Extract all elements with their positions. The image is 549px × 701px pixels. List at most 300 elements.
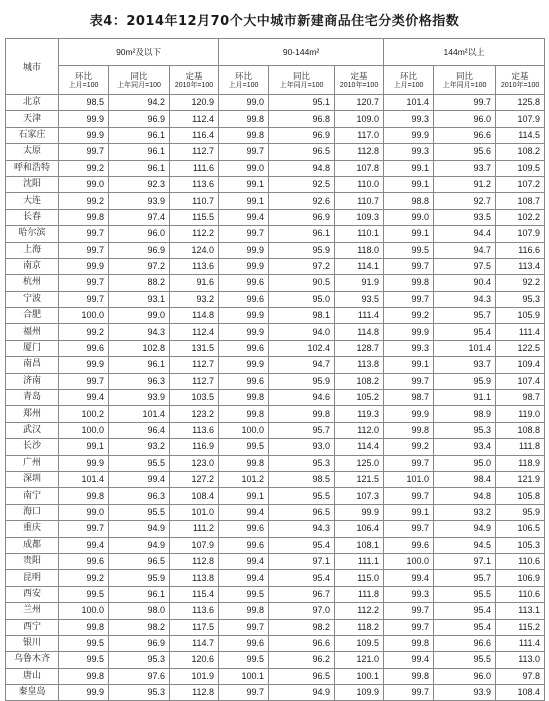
- value-cell: 99.9: [219, 242, 269, 258]
- value-cell: 111.1: [335, 553, 384, 569]
- value-cell: 107.8: [335, 160, 384, 176]
- value-cell: 95.9: [496, 504, 545, 520]
- value-cell: 108.1: [335, 537, 384, 553]
- value-cell: 110.7: [335, 193, 384, 209]
- value-cell: 108.8: [496, 422, 545, 438]
- value-cell: 95.3: [434, 422, 496, 438]
- value-cell: 92.3: [109, 176, 170, 192]
- value-cell: 99.8: [59, 668, 109, 684]
- table-row: [6, 471, 545, 487]
- value-cell: 114.8: [335, 324, 384, 340]
- value-cell: 101.9: [170, 668, 219, 684]
- city-cell: 乌鲁木齐: [6, 652, 59, 668]
- city-cell: 广州: [6, 455, 59, 471]
- city-cell: 厦门: [6, 340, 59, 356]
- value-cell: 113.6: [170, 176, 219, 192]
- value-cell: 119.0: [496, 406, 545, 422]
- value-cell: 90.4: [434, 275, 496, 291]
- value-cell: 101.0: [170, 504, 219, 520]
- value-cell: 99.9: [59, 127, 109, 143]
- city-cell: 深圳: [6, 471, 59, 487]
- value-cell: 121.9: [496, 471, 545, 487]
- value-cell: 113.8: [335, 357, 384, 373]
- value-cell: 99.7: [384, 373, 434, 389]
- value-cell: 93.2: [109, 439, 170, 455]
- city-cell: 西安: [6, 586, 59, 602]
- value-cell: 99.9: [219, 258, 269, 274]
- value-cell: 96.9: [269, 209, 335, 225]
- table-row: [6, 111, 545, 127]
- value-cell: 92.7: [434, 193, 496, 209]
- value-cell: 99.8: [59, 619, 109, 635]
- value-cell: 91.6: [170, 275, 219, 291]
- value-cell: 102.8: [109, 340, 170, 356]
- value-cell: 109.9: [335, 685, 384, 701]
- value-cell: 99.4: [59, 390, 109, 406]
- value-cell: 116.4: [170, 127, 219, 143]
- value-cell: 99.9: [59, 357, 109, 373]
- city-cell: 大连: [6, 193, 59, 209]
- value-cell: 99.2: [59, 570, 109, 586]
- city-cell: 秦皇岛: [6, 685, 59, 701]
- value-cell: 96.1: [109, 127, 170, 143]
- value-cell: 112.0: [335, 422, 384, 438]
- value-cell: 105.2: [335, 390, 384, 406]
- value-cell: 112.7: [170, 373, 219, 389]
- value-cell: 114.7: [170, 635, 219, 651]
- value-cell: 99.6: [59, 340, 109, 356]
- value-cell: 101.4: [434, 340, 496, 356]
- value-cell: 99.0: [384, 209, 434, 225]
- value-cell: 99.3: [384, 111, 434, 127]
- value-cell: 99.7: [384, 455, 434, 471]
- value-cell: 99.4: [219, 504, 269, 520]
- value-cell: 99.3: [384, 144, 434, 160]
- table-row: [6, 504, 545, 520]
- value-cell: 94.0: [269, 324, 335, 340]
- value-cell: 123.0: [170, 455, 219, 471]
- value-cell: 99.2: [59, 160, 109, 176]
- value-cell: 96.5: [269, 668, 335, 684]
- value-cell: 93.2: [434, 504, 496, 520]
- value-cell: 99.8: [384, 422, 434, 438]
- value-cell: 90.5: [269, 275, 335, 291]
- value-cell: 105.3: [496, 537, 545, 553]
- value-cell: 101.4: [384, 95, 434, 111]
- table-row: [6, 373, 545, 389]
- value-cell: 93.5: [434, 209, 496, 225]
- value-cell: 99.7: [384, 258, 434, 274]
- value-cell: 95.7: [269, 422, 335, 438]
- value-cell: 97.2: [269, 258, 335, 274]
- table-row: [6, 488, 545, 504]
- column-header: 同比 上年同月=100: [434, 66, 496, 95]
- value-cell: 120.7: [335, 95, 384, 111]
- value-cell: 99.9: [219, 357, 269, 373]
- column-header: 定基 2010年=100: [496, 66, 545, 95]
- value-cell: 99.1: [384, 226, 434, 242]
- value-cell: 94.4: [434, 226, 496, 242]
- value-cell: 99.1: [384, 160, 434, 176]
- value-cell: 95.7: [434, 308, 496, 324]
- value-cell: 98.2: [109, 619, 170, 635]
- value-cell: 99.3: [384, 340, 434, 356]
- table-row: [6, 652, 545, 668]
- value-cell: 115.5: [170, 209, 219, 225]
- value-cell: 96.2: [269, 652, 335, 668]
- table-row: [6, 586, 545, 602]
- value-cell: 97.5: [434, 258, 496, 274]
- value-cell: 110.0: [335, 176, 384, 192]
- value-cell: 111.8: [496, 439, 545, 455]
- value-cell: 114.5: [496, 127, 545, 143]
- value-cell: 117.5: [170, 619, 219, 635]
- value-cell: 108.2: [335, 373, 384, 389]
- value-cell: 100.0: [384, 553, 434, 569]
- table-row: [6, 570, 545, 586]
- subheader-row: [6, 66, 545, 95]
- value-cell: 113.6: [170, 422, 219, 438]
- value-cell: 99.5: [219, 586, 269, 602]
- value-cell: 95.0: [269, 291, 335, 307]
- value-cell: 93.7: [434, 357, 496, 373]
- value-cell: 99.4: [219, 570, 269, 586]
- value-cell: 93.9: [109, 390, 170, 406]
- value-cell: 99.8: [219, 111, 269, 127]
- value-cell: 96.1: [109, 160, 170, 176]
- value-cell: 107.9: [496, 111, 545, 127]
- value-cell: 98.7: [384, 390, 434, 406]
- value-cell: 99.7: [384, 488, 434, 504]
- value-cell: 99.6: [219, 291, 269, 307]
- value-cell: 95.9: [269, 373, 335, 389]
- value-cell: 114.1: [335, 258, 384, 274]
- value-cell: 110.6: [496, 553, 545, 569]
- group-header-large: 144m²以上: [384, 39, 545, 66]
- value-cell: 118.0: [335, 242, 384, 258]
- value-cell: 96.0: [434, 111, 496, 127]
- value-cell: 113.6: [170, 603, 219, 619]
- city-cell: 哈尔滨: [6, 226, 59, 242]
- value-cell: 92.6: [269, 193, 335, 209]
- value-cell: 95.6: [434, 144, 496, 160]
- value-cell: 95.5: [269, 488, 335, 504]
- value-cell: 99.7: [219, 619, 269, 635]
- value-cell: 99.1: [219, 176, 269, 192]
- value-cell: 99.9: [384, 406, 434, 422]
- value-cell: 121.5: [335, 471, 384, 487]
- value-cell: 123.2: [170, 406, 219, 422]
- value-cell: 91.9: [335, 275, 384, 291]
- value-cell: 95.9: [269, 242, 335, 258]
- value-cell: 101.4: [59, 471, 109, 487]
- city-cell: 南京: [6, 258, 59, 274]
- value-cell: 96.9: [109, 111, 170, 127]
- table-row: [6, 324, 545, 340]
- table-row: [6, 357, 545, 373]
- city-cell: 昆明: [6, 570, 59, 586]
- value-cell: 99.9: [219, 308, 269, 324]
- value-cell: 97.0: [269, 603, 335, 619]
- value-cell: 96.3: [109, 488, 170, 504]
- value-cell: 109.4: [496, 357, 545, 373]
- value-cell: 112.7: [170, 144, 219, 160]
- value-cell: 96.1: [109, 144, 170, 160]
- value-cell: 95.4: [269, 570, 335, 586]
- value-cell: 110.1: [335, 226, 384, 242]
- value-cell: 100.0: [59, 603, 109, 619]
- value-cell: 98.1: [269, 308, 335, 324]
- value-cell: 108.7: [496, 193, 545, 209]
- value-cell: 106.4: [335, 521, 384, 537]
- table-row: [6, 209, 545, 225]
- column-header: 定基 2010年=100: [170, 66, 219, 95]
- value-cell: 97.1: [269, 553, 335, 569]
- value-cell: 98.9: [434, 406, 496, 422]
- value-cell: 97.2: [109, 258, 170, 274]
- value-cell: 111.4: [496, 635, 545, 651]
- value-cell: 99.7: [219, 685, 269, 701]
- value-cell: 93.0: [269, 439, 335, 455]
- city-cell: 天津: [6, 111, 59, 127]
- value-cell: 94.7: [269, 357, 335, 373]
- value-cell: 95.0: [434, 455, 496, 471]
- value-cell: 99.7: [59, 373, 109, 389]
- value-cell: 112.2: [170, 226, 219, 242]
- value-cell: 112.4: [170, 324, 219, 340]
- value-cell: 119.3: [335, 406, 384, 422]
- value-cell: 94.7: [434, 242, 496, 258]
- value-cell: 99.7: [59, 291, 109, 307]
- value-cell: 108.4: [170, 488, 219, 504]
- value-cell: 98.8: [384, 193, 434, 209]
- city-cell: 西宁: [6, 619, 59, 635]
- value-cell: 95.4: [434, 619, 496, 635]
- value-cell: 94.9: [109, 521, 170, 537]
- value-cell: 99.4: [219, 553, 269, 569]
- value-cell: 109.5: [335, 635, 384, 651]
- value-cell: 125.0: [335, 455, 384, 471]
- value-cell: 95.7: [434, 570, 496, 586]
- city-cell: 南昌: [6, 357, 59, 373]
- value-cell: 114.4: [335, 439, 384, 455]
- value-cell: 97.4: [109, 209, 170, 225]
- value-cell: 116.9: [170, 439, 219, 455]
- value-cell: 99.8: [219, 455, 269, 471]
- value-cell: 94.2: [109, 95, 170, 111]
- value-cell: 99.4: [384, 652, 434, 668]
- value-cell: 99.9: [59, 258, 109, 274]
- value-cell: 99.9: [384, 127, 434, 143]
- table-row: [6, 439, 545, 455]
- value-cell: 96.5: [269, 144, 335, 160]
- value-cell: 99.7: [384, 685, 434, 701]
- city-cell: 济南: [6, 373, 59, 389]
- value-cell: 99.4: [219, 209, 269, 225]
- value-cell: 98.4: [434, 471, 496, 487]
- value-cell: 94.9: [269, 685, 335, 701]
- value-cell: 113.1: [496, 603, 545, 619]
- table-row: [6, 308, 545, 324]
- value-cell: 99.9: [59, 685, 109, 701]
- value-cell: 116.6: [496, 242, 545, 258]
- value-cell: 96.8: [269, 111, 335, 127]
- value-cell: 94.3: [269, 521, 335, 537]
- city-cell: 郑州: [6, 406, 59, 422]
- value-cell: 96.9: [109, 635, 170, 651]
- value-cell: 113.4: [496, 258, 545, 274]
- value-cell: 96.3: [109, 373, 170, 389]
- city-cell: 长春: [6, 209, 59, 225]
- table-row: [6, 176, 545, 192]
- value-cell: 99.4: [59, 537, 109, 553]
- value-cell: 111.8: [335, 586, 384, 602]
- value-cell: 122.5: [496, 340, 545, 356]
- value-cell: 94.8: [269, 160, 335, 176]
- value-cell: 95.5: [434, 652, 496, 668]
- value-cell: 93.9: [109, 193, 170, 209]
- value-cell: 91.2: [434, 176, 496, 192]
- city-cell: 成都: [6, 537, 59, 553]
- value-cell: 92.2: [496, 275, 545, 291]
- table-row: [6, 537, 545, 553]
- value-cell: 117.0: [335, 127, 384, 143]
- value-cell: 95.3: [496, 291, 545, 307]
- group-header-medium: 90-144m²: [219, 39, 384, 66]
- value-cell: 95.3: [109, 652, 170, 668]
- city-cell: 杭州: [6, 275, 59, 291]
- value-cell: 97.1: [434, 553, 496, 569]
- value-cell: 99.7: [59, 521, 109, 537]
- value-cell: 92.5: [269, 176, 335, 192]
- value-cell: 107.2: [496, 176, 545, 192]
- value-cell: 94.5: [434, 537, 496, 553]
- value-cell: 99.5: [219, 439, 269, 455]
- value-cell: 112.8: [335, 144, 384, 160]
- value-cell: 99.5: [59, 586, 109, 602]
- value-cell: 96.6: [434, 127, 496, 143]
- value-cell: 99.0: [59, 504, 109, 520]
- value-cell: 106.9: [496, 570, 545, 586]
- value-cell: 95.1: [269, 95, 335, 111]
- group-header-small: 90m²及以下: [59, 39, 219, 66]
- value-cell: 99.1: [59, 439, 109, 455]
- city-cell: 长沙: [6, 439, 59, 455]
- value-cell: 93.9: [434, 685, 496, 701]
- table-row: [6, 455, 545, 471]
- city-cell: 重庆: [6, 521, 59, 537]
- value-cell: 94.3: [109, 324, 170, 340]
- value-cell: 99.6: [219, 275, 269, 291]
- value-cell: 93.1: [109, 291, 170, 307]
- value-cell: 94.9: [434, 521, 496, 537]
- value-cell: 111.2: [170, 521, 219, 537]
- value-cell: 112.4: [170, 111, 219, 127]
- table-header: [6, 39, 545, 95]
- value-cell: 99.1: [384, 176, 434, 192]
- city-cell: 兰州: [6, 603, 59, 619]
- city-cell: 南宁: [6, 488, 59, 504]
- value-cell: 99.9: [384, 324, 434, 340]
- value-cell: 99.1: [384, 504, 434, 520]
- value-cell: 120.9: [170, 95, 219, 111]
- value-cell: 99.7: [59, 275, 109, 291]
- value-cell: 105.9: [496, 308, 545, 324]
- city-cell: 银川: [6, 635, 59, 651]
- value-cell: 128.7: [335, 340, 384, 356]
- value-cell: 99.8: [384, 275, 434, 291]
- value-cell: 97.6: [109, 668, 170, 684]
- value-cell: 99.9: [59, 111, 109, 127]
- value-cell: 94.8: [434, 488, 496, 504]
- value-cell: 95.3: [269, 455, 335, 471]
- table-row: [6, 242, 545, 258]
- table-body: [6, 95, 545, 701]
- table-row: [6, 160, 545, 176]
- value-cell: 98.5: [59, 95, 109, 111]
- value-cell: 101.4: [109, 406, 170, 422]
- value-cell: 99.7: [384, 619, 434, 635]
- value-cell: 99.8: [219, 127, 269, 143]
- value-cell: 88.2: [109, 275, 170, 291]
- value-cell: 95.4: [434, 324, 496, 340]
- table-row: [6, 603, 545, 619]
- value-cell: 120.6: [170, 652, 219, 668]
- value-cell: 95.4: [269, 537, 335, 553]
- value-cell: 93.4: [434, 439, 496, 455]
- city-cell: 唐山: [6, 668, 59, 684]
- value-cell: 101.0: [384, 471, 434, 487]
- value-cell: 99.1: [384, 357, 434, 373]
- value-cell: 99.7: [219, 226, 269, 242]
- value-cell: 99.9: [219, 324, 269, 340]
- value-cell: 111.4: [496, 324, 545, 340]
- value-cell: 99.1: [219, 193, 269, 209]
- value-cell: 118.2: [335, 619, 384, 635]
- value-cell: 94.6: [269, 390, 335, 406]
- city-cell: 沈阳: [6, 176, 59, 192]
- value-cell: 95.4: [434, 603, 496, 619]
- value-cell: 110.6: [496, 586, 545, 602]
- value-cell: 105.8: [496, 488, 545, 504]
- value-cell: 99.7: [219, 144, 269, 160]
- table-title: 表4：2014年12月70个大中城市新建商品住宅分类价格指数: [89, 14, 460, 29]
- value-cell: 100.1: [219, 668, 269, 684]
- table-row: [6, 226, 545, 242]
- city-cell: 合肥: [6, 308, 59, 324]
- value-cell: 99.6: [384, 537, 434, 553]
- table-row: [6, 635, 545, 651]
- value-cell: 99.5: [219, 652, 269, 668]
- table-row: [6, 668, 545, 684]
- value-cell: 95.9: [434, 373, 496, 389]
- value-cell: 112.8: [170, 685, 219, 701]
- value-cell: 107.9: [170, 537, 219, 553]
- value-cell: 96.1: [109, 586, 170, 602]
- value-cell: 99.8: [384, 635, 434, 651]
- value-cell: 99.9: [335, 504, 384, 520]
- column-header: 同比 上年同月=100: [109, 66, 170, 95]
- city-cell: 宁波: [6, 291, 59, 307]
- column-header: 同比 上年同月=100: [269, 66, 335, 95]
- value-cell: 103.5: [170, 390, 219, 406]
- value-cell: 99.0: [219, 95, 269, 111]
- city-cell: 青岛: [6, 390, 59, 406]
- table-row: [6, 275, 545, 291]
- value-cell: 99.7: [59, 242, 109, 258]
- value-cell: 102.4: [269, 340, 335, 356]
- value-cell: 99.8: [219, 406, 269, 422]
